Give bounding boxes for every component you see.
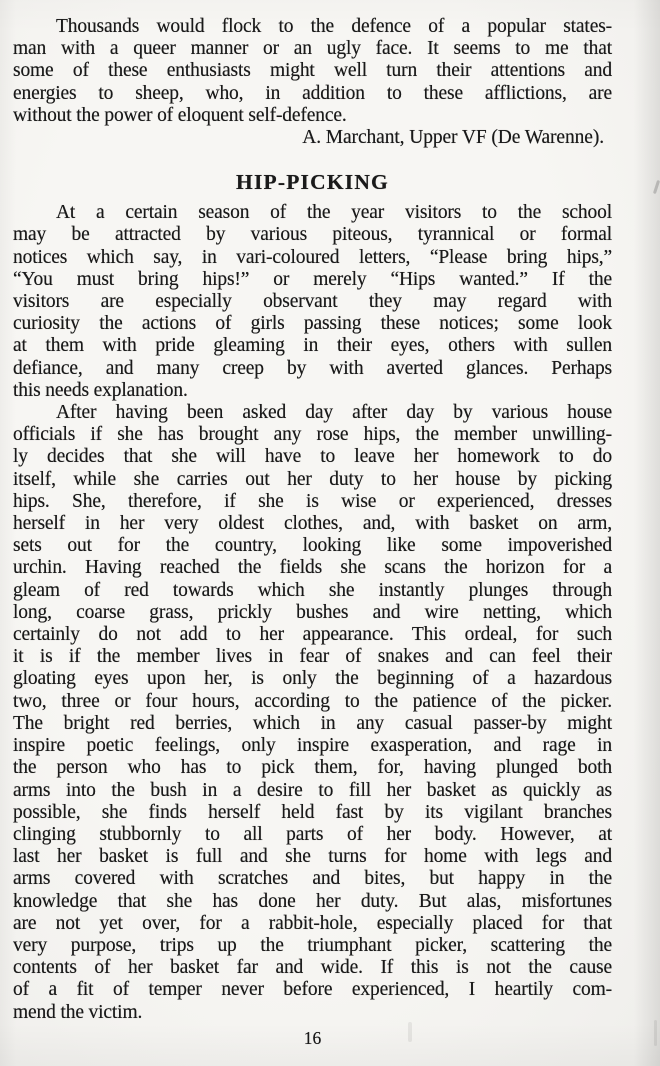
text-line: it is if the member lives in fear of snakes and can feel their [13, 646, 612, 668]
text-line: two, three or four hours, according to the patience of the picker. [13, 690, 612, 712]
text-line: visitors are especially observant they may regard with [13, 291, 612, 313]
text-line: hips. She, therefore, if she is wise or experienced, dresses [13, 490, 612, 512]
text-line: possible, she finds herself held fast by its vigilant branches [13, 801, 612, 823]
text-line: of a fit of temper never before experienced, I heartily com- [13, 979, 612, 1001]
article-paragraph-1 [13, 202, 612, 402]
text-line: urchin. Having reached the fields she scans the horizon for a [13, 557, 612, 579]
text-line: After having been asked day after day by various house [56, 402, 612, 424]
text-line: herself in her very oldest clothes, and, with basket on arm, [13, 513, 612, 535]
text-line: may be attracted by various piteous, tyrannical or formal [13, 224, 612, 246]
text-line: notices which say, in vari-coloured letters, “Please bring hips,” [13, 246, 612, 268]
text-line: officials if she has brought any rose hips, the member unwilling- [13, 424, 612, 446]
text-line: clinging stubbornly to all parts of her body. However, at [13, 823, 612, 845]
text-line: defiance, and many creep by with averted glances. Perhaps [13, 357, 612, 379]
text-line: contents of her basket far and wide. If this is not the cause [13, 957, 612, 979]
text-line: last her basket is full and she turns for home with legs and [13, 846, 612, 868]
text-line: are not yet over, for a rabbit-hole, especially placed for that [13, 912, 612, 934]
attribution-line: A. Marchant, Upper VF (De Warenne). [302, 127, 604, 149]
text-line: this needs explanation. [13, 379, 188, 401]
text-line: some of these enthusiasts might well turn their attentions and [13, 60, 612, 82]
text-line: At a certain season of the year visitors to the school [56, 202, 612, 224]
text-line: long, coarse grass, prickly bushes and wire netting, which [13, 601, 612, 623]
text-line: arms covered with scratches and bites, but happy in the [13, 868, 612, 890]
scan-artifact [654, 1020, 657, 1046]
text-line: certainly do not add to her appearance. This ordeal, for such [13, 624, 612, 646]
text-line: knowledge that she has done her duty. But alas, misfortunes [13, 890, 612, 912]
text-line: curiosity the actions of girls passing these notices; some look [13, 313, 612, 335]
text-line: mend the victim. [13, 1001, 143, 1023]
text-line: without the power of eloquent self-defence. [13, 104, 347, 126]
text-line: inspire poetic feelings, only inspire exasperation, and rage in [13, 735, 612, 757]
text-line: at them with pride gleaming in their eyes, others with sullen [13, 335, 612, 357]
text-line: energies to sheep, who, in addition to these afflictions, are [13, 82, 612, 104]
page-number: 16 [303, 1028, 322, 1048]
intro-paragraph [13, 16, 612, 127]
text-line: sets out for the country, looking like some impoverished [13, 535, 612, 557]
text-line: very purpose, trips up the triumphant picker, scattering the [13, 934, 612, 956]
text-line: gleam of red towards which she instantly plunges through [13, 579, 612, 601]
text-line: arms into the bush in a desire to fill her basket as quickly as [13, 779, 612, 801]
scan-artifact [653, 180, 660, 194]
text-block [13, 16, 612, 1024]
text-line: “You must bring hips!” or merely “Hips wanted.” If the [13, 268, 612, 290]
article-paragraph-2 [13, 402, 612, 1024]
text-line: ly decides that she will have to leave her homework to do [13, 446, 612, 468]
text-line: Thousands would flock to the defence of a popular states- [56, 16, 612, 37]
text-line: man with a queer manner or an ugly face. It seems to me that [13, 38, 612, 60]
text-line: The bright red berries, which in any casual passer-by might [13, 712, 612, 734]
text-line: the person who has to pick them, for, having plunged both [13, 757, 612, 779]
section-heading: HIP-PICKING [236, 170, 389, 195]
text-line: itself, while she carries out her duty to her house by picking [13, 468, 612, 490]
text-line: gloating eyes upon her, is only the beginning of a hazardous [13, 668, 612, 690]
